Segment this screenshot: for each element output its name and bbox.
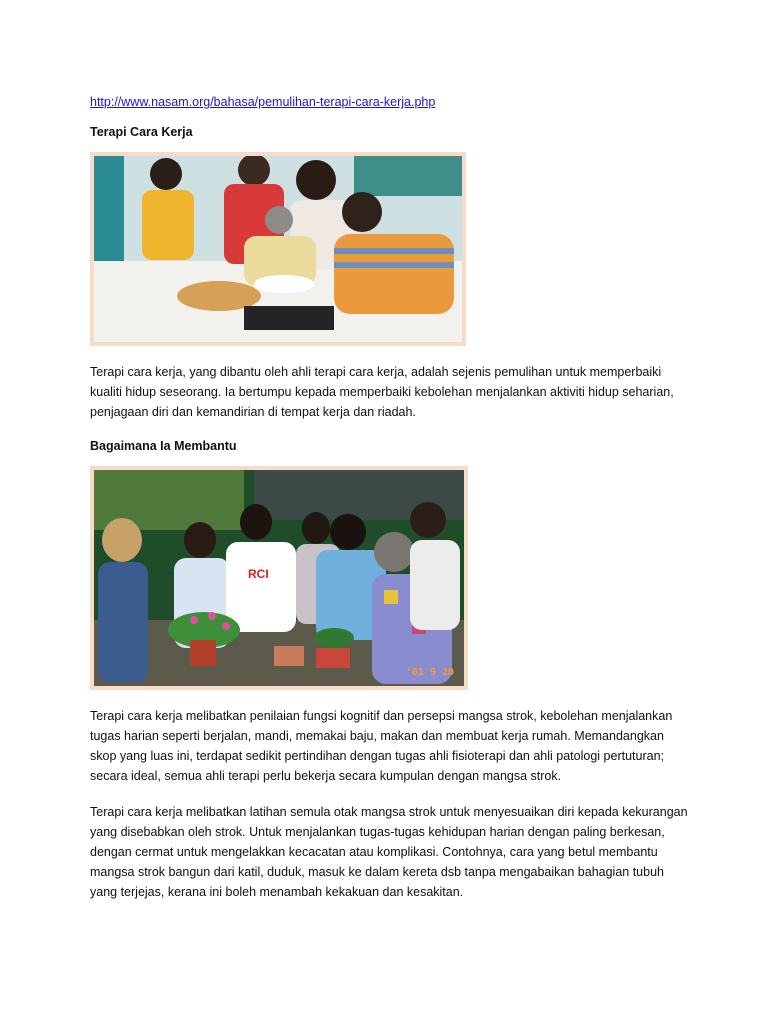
photo-1-illustration <box>94 156 462 342</box>
therapy-photo-2 <box>90 466 468 690</box>
photo-date-stamp: '01 9 20 <box>405 667 454 678</box>
source-link[interactable]: http://www.nasam.org/bahasa/pemulihan-terapi-cara-kerja.php <box>90 95 436 109</box>
intro-paragraph: Terapi cara kerja, yang dibantu oleh ahli terapi cara kerja, adalah sejenis pemulihan untuk memperbaiki kualiti hidup seseorang. Ia bertumpu kepada memperbaiki kebolehan menjalankan aktiviti hidup seharian, penjagaan diri dan kemandirian di tempat kerja dan riadah. <box>90 365 674 419</box>
section-heading: Bagaimana Ia Membantu <box>90 439 237 453</box>
body-paragraph-1: Terapi cara kerja melibatkan penilaian fungsi kognitif dan persepsi mangsa strok, kebolehan menjalankan tugas harian seperti berjalan, mandi, memakai baju, makan dan membuat kerja rumah. Memandangkan skop yang luas ini, terdapat sedikit pertindihan dengan tugas ahli fisioterapi dan ahli patologi pertuturan; secara ideal, semua ahli terapi perlu bekerja secara kumpulan dengan mangsa strok. <box>90 709 673 783</box>
document-page <box>90 94 690 918</box>
body-paragraph-2: Terapi cara kerja melibatkan latihan semula otak mangsa strok untuk menyesuaikan diri kepada kekurangan yang disebabkan oleh strok. Untuk menjalankan tugas-tugas kehidupan harian dengan paling berkesan, dengan cermat untuk mengelakkan kecacatan atau komplikasi. Contohnya, cara yang betul membantu mangsa strok bangun dari katil, duduk, masuk ke dalam kereta dsb tanpa mengabaikan bahagian tubuh yang terjejas, kerana ini boleh menambah kekakuan dan kesakitan. <box>90 805 688 899</box>
shirt-logo-text: RCI <box>248 567 269 581</box>
photo-2-illustration <box>94 470 464 686</box>
page-title: Terapi Cara Kerja <box>90 125 193 139</box>
therapy-photo-1 <box>90 152 466 346</box>
